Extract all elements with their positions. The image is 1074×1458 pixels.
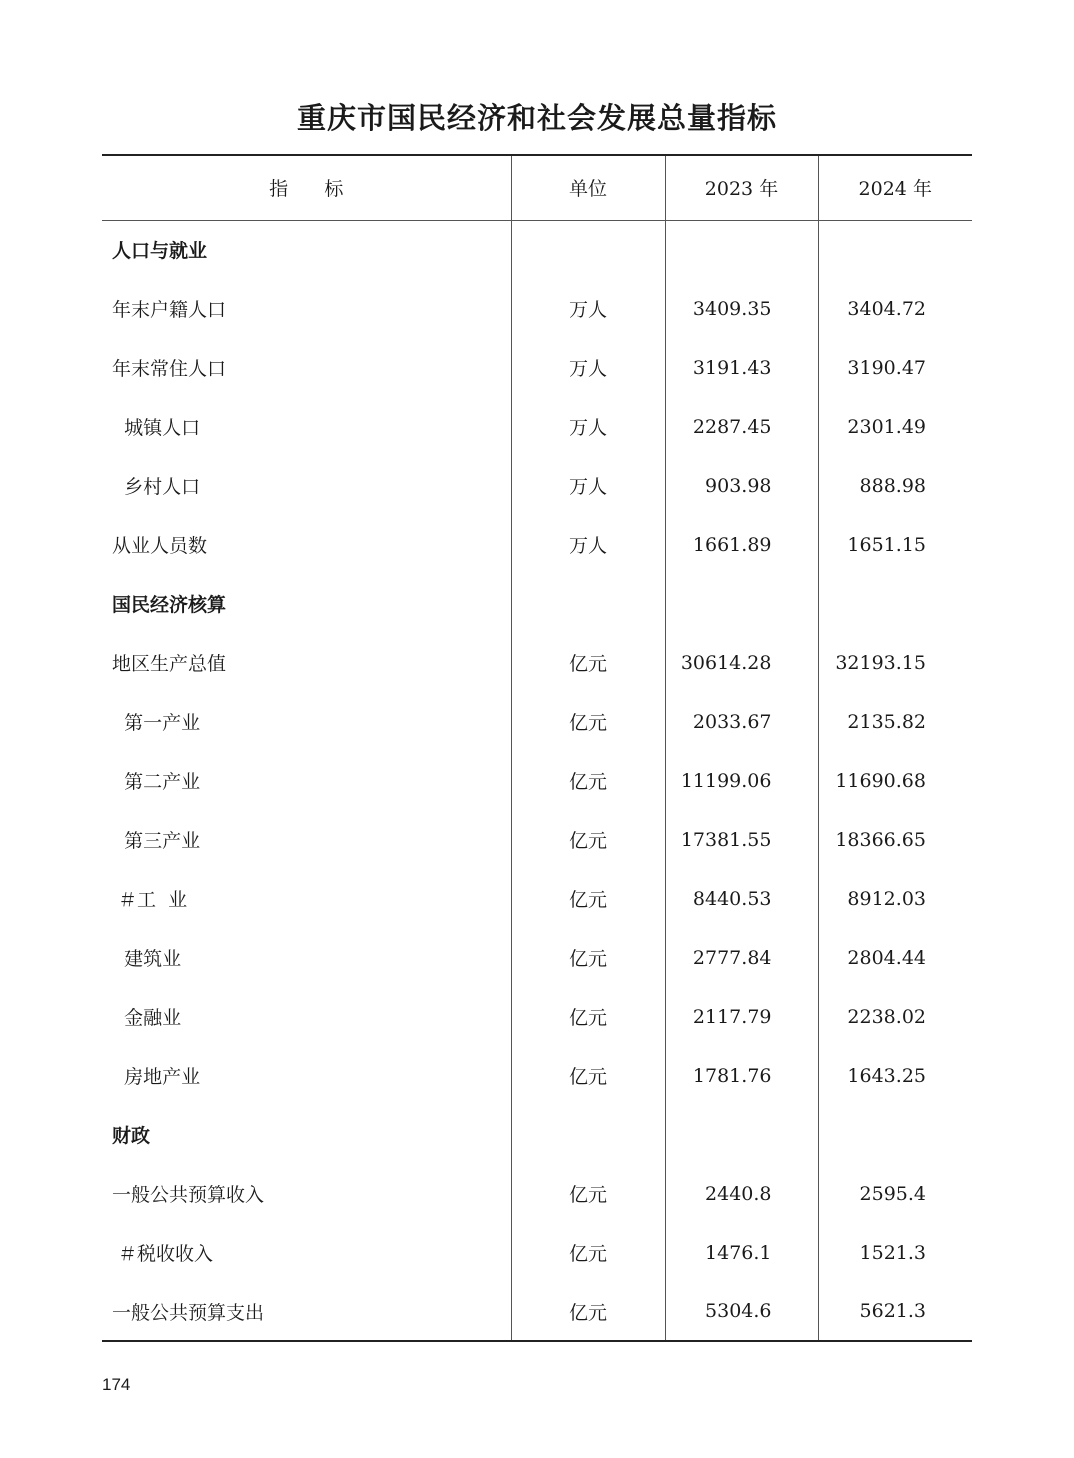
unit-cell: 万人 (511, 338, 665, 397)
indicator-name: 房地产业 (112, 1066, 201, 1088)
table-row (102, 515, 972, 574)
value-2024: 32193.15 (818, 633, 972, 692)
statistics-table (102, 154, 972, 1342)
table-body (102, 220, 972, 1341)
page-number: 174 (102, 1375, 131, 1394)
section-header-row (102, 574, 972, 633)
value-2023: 2033.67 (665, 692, 818, 751)
value-2024: 3190.47 (818, 338, 972, 397)
value-2023 (665, 574, 818, 633)
table-row (102, 279, 972, 338)
value-2024: 1651.15 (818, 515, 972, 574)
unit-cell: 万人 (511, 515, 665, 574)
indicator-name: 年末常住人口 (112, 358, 227, 380)
unit-cell: 亿元 (511, 751, 665, 810)
header-indicator: 指 标 (102, 155, 511, 220)
value-2024: 2301.49 (818, 397, 972, 456)
unit-cell (511, 1105, 665, 1164)
value-2023: 3191.43 (665, 338, 818, 397)
unit-cell: 亿元 (511, 1282, 665, 1341)
value-2024: 2595.4 (818, 1164, 972, 1223)
table-row (102, 456, 972, 515)
value-2024: 2804.44 (818, 928, 972, 987)
table-row (102, 633, 972, 692)
unit-cell: 亿元 (511, 1164, 665, 1223)
indicator-name: 乡村人口 (112, 476, 201, 498)
unit-cell: 万人 (511, 397, 665, 456)
value-2024: 2135.82 (818, 692, 972, 751)
indicator-name: 从业人员数 (112, 535, 208, 557)
unit-cell: 万人 (511, 279, 665, 338)
table-row (102, 397, 972, 456)
value-2023: 8440.53 (665, 869, 818, 928)
indicator-name: 建筑业 (112, 948, 182, 970)
page-title: 重庆市国民经济和社会发展总量指标 (296, 101, 777, 135)
value-2024: 3404.72 (818, 279, 972, 338)
indicator-name: ＃工 业 (112, 889, 188, 911)
value-2024: 18366.65 (818, 810, 972, 869)
unit-cell: 亿元 (511, 928, 665, 987)
section-title: 财政 (112, 1125, 151, 1147)
unit-cell: 万人 (511, 456, 665, 515)
value-2024 (818, 1105, 972, 1164)
indicator-name: 年末户籍人口 (112, 299, 227, 321)
value-2023 (665, 1105, 818, 1164)
value-2024: 5621.3 (818, 1282, 972, 1341)
table-row (102, 1046, 972, 1105)
value-2023: 2777.84 (665, 928, 818, 987)
unit-cell: 亿元 (511, 1223, 665, 1282)
indicator-name: 第三产业 (112, 830, 201, 852)
value-2023: 3409.35 (665, 279, 818, 338)
unit-cell: 亿元 (511, 869, 665, 928)
value-2024: 888.98 (818, 456, 972, 515)
unit-cell: 亿元 (511, 1046, 665, 1105)
unit-cell: 亿元 (511, 692, 665, 751)
table-row (102, 987, 972, 1046)
value-2023: 2440.8 (665, 1164, 818, 1223)
table-row (102, 692, 972, 751)
table-header-row (102, 155, 972, 220)
value-2024 (818, 220, 972, 279)
header-year-2023: 2023 年 (665, 155, 818, 220)
section-title: 人口与就业 (112, 240, 208, 263)
indicator-name: 一般公共预算支出 (102, 1282, 511, 1341)
indicator-name: 第一产业 (112, 712, 201, 734)
indicator-name: 地区生产总值 (112, 653, 227, 675)
indicator-name: 一般公共预算收入 (112, 1184, 265, 1206)
value-2024: 2238.02 (818, 987, 972, 1046)
value-2023: 1661.89 (665, 515, 818, 574)
value-2024: 8912.03 (818, 869, 972, 928)
table-row (102, 810, 972, 869)
unit-cell: 亿元 (511, 810, 665, 869)
value-2024: 1643.25 (818, 1046, 972, 1105)
indicator-name: 第二产业 (112, 771, 201, 793)
value-2023: 11199.06 (665, 751, 818, 810)
table-row (102, 1223, 972, 1282)
indicator-name: 金融业 (112, 1007, 182, 1029)
unit-cell (511, 220, 665, 279)
table-row (102, 928, 972, 987)
table-row (102, 1164, 972, 1223)
value-2024 (818, 574, 972, 633)
value-2023: 903.98 (665, 456, 818, 515)
value-2023 (665, 220, 818, 279)
table-row (102, 1282, 972, 1341)
section-header-row (102, 1105, 972, 1164)
value-2023: 30614.28 (665, 633, 818, 692)
unit-cell (511, 574, 665, 633)
value-2023: 2117.79 (665, 987, 818, 1046)
section-header-row (102, 220, 972, 279)
header-unit: 单位 (511, 155, 665, 220)
value-2024: 1521.3 (818, 1223, 972, 1282)
value-2023: 1476.1 (665, 1223, 818, 1282)
unit-cell: 亿元 (511, 987, 665, 1046)
table-row (102, 751, 972, 810)
indicator-name: 城镇人口 (112, 417, 201, 439)
value-2023: 2287.45 (665, 397, 818, 456)
unit-cell: 亿元 (511, 633, 665, 692)
header-year-2024: 2024 年 (818, 155, 972, 220)
value-2023: 1781.76 (665, 1046, 818, 1105)
section-title: 国民经济核算 (112, 594, 227, 616)
value-2024: 11690.68 (818, 751, 972, 810)
value-2023: 17381.55 (665, 810, 818, 869)
indicator-name: ＃税收收入 (112, 1243, 214, 1265)
value-2023: 5304.6 (665, 1282, 818, 1341)
table-row (102, 338, 972, 397)
table-row (102, 869, 972, 928)
